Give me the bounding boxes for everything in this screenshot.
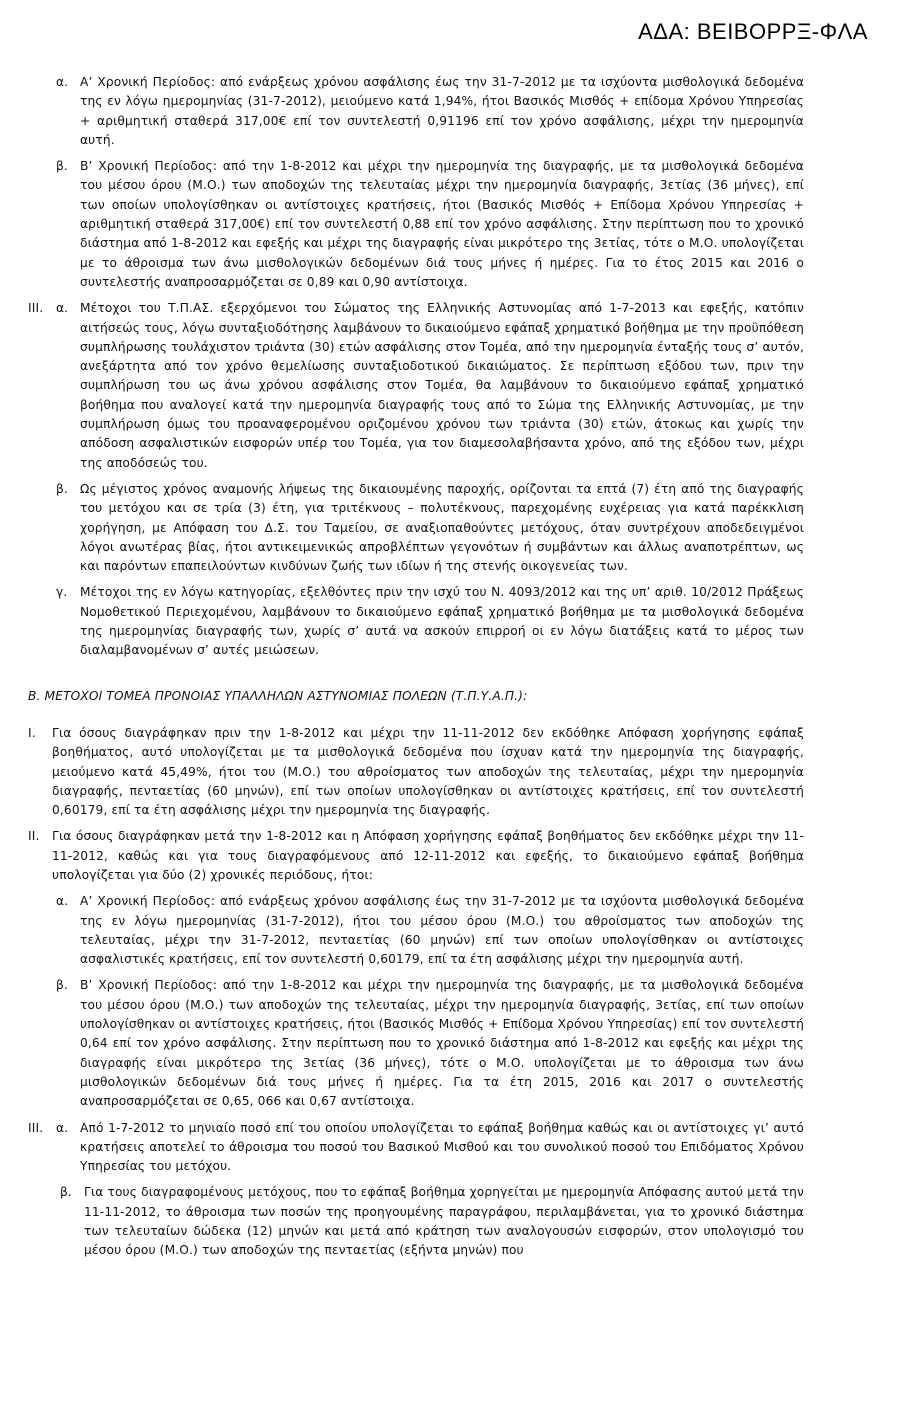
paragraph-text: Για όσους διαγράφηκαν μετά την 1-8-2012 και η Απόφαση χορήγησης εφάπαξ βοηθήματος δεν εκδόθηκε μέχρι την 11-11-2012, καθώς και για τους διαγραφόμενους από 12-11-2012 και εφεξής, το δικαιούμενο εφάπαξ βοήθημα υπολογίζεται για δύο (2) χρονικές περιόδους, ήτοι: [52, 829, 804, 882]
paragraph-i [28, 724, 804, 820]
document-body [28, 73, 804, 1268]
item-marker: β. [56, 481, 68, 496]
paragraph-ii [28, 827, 804, 885]
paragraph-text: Ως μέγιστος χρόνος αναμονής λήψεως της δικαιουμένης παροχής, ορίζονται τα επτά (7) έτη από της διαγραφής του μετόχου και σε τρία (3) έτη, για τριτέκνους – πολυτέκνους, παρεχομένης ευχέρειας για κατά παρέκκλιση χορήγηση, με Απόφαση του Δ.Σ. του Ταμείου, σε αναξιοπαθούντες μετόχους, όταν συντρέχουν αποδεδειγμένοι λόγοι ανωτέρας βίας, ήτοι αντικειμενικώς απροβλέπτων γεγονότων ή συμβάντων και άλλως αναποτρέπτων, ως και παρόντων επαπειλούντων κινδύνων ζωής των ιδίων ή της στενής οικογενείας των. [80, 481, 804, 574]
paragraph-text: Μέτοχοι της εν λόγω κατηγορίας, εξελθόντες πριν την ισχύ του Ν. 4093/2012 και της υπ’ αριθ. 10/2012 Πράξεως Νομοθετικού Περιεχομένου, λαμβάνουν το δικαιούμενο εφάπαξ χρηματικό βοήθημα με τα μισθολογικά δεδομένα της ημερομηνίας διαγραφής των, χωρίς σ’ αυτά να ασκούν επιρροή οι εν λόγω διατάξεις κατά το μέρος των διαλαμβανομένων σ’ αυτές μειώσεων. [80, 585, 804, 658]
paragraph-b-period-b [28, 157, 804, 292]
document-code: ΑΔΑ: ΒΕΙΒΟΡΡΞ-ΦΛΑ [638, 19, 868, 44]
item-marker: α. [56, 75, 69, 89]
paragraph-text: Α’ Χρονική Περίοδος: από ενάρξεως χρόνου ασφάλισης έως την 31-7-2012 με τα ισχύοντα μισθολογικά δεδομένα της εν λόγω ημερομηνίας (31-7-2012), ήτοι του μέσου όρου (Μ.Ο.) του αθροίσματος των αποδοχών της τελευταίας, μέχρι την 31-7-2012, πενταετίας (60 μηνών) επί των οποίων υπολογίσθηκαν οι αντίστοιχες ασφαλιστικές κρατήσεις, επί τον συντελεστή 0,60179, επί τα έτη ασφάλισης μέχρι την ημερομηνία αυτή. [80, 894, 804, 967]
paragraph-text: Για όσους διαγράφηκαν πριν την 1-8-2012 και μέχρι την 11-11-2012 δεν εκδόθηκε Απόφαση χορήγησης εφάπαξ βοηθήματος, αυτό υπολογίζεται με τα μισθολογικά δεδομένα που ίσχυαν κατά την ημερομηνία της διαγραφής, μειούμενο κατά 45,49%, ήτοι του (Μ.Ο.) του αθροίσματος των αποδοχών της τελευταίας, μέχρι την ημερομηνία διαγραφής, πενταετίας (60 μηνών), επί των οποίων υπολογίσθηκαν οι αντίστοιχες κρατήσεις, επί τον συντελεστή 0,60179, επί τα έτη ασφάλισης μέχρι την ημερομηνία της διαγραφής. [52, 725, 804, 818]
item-marker: α. [56, 301, 69, 316]
paragraph-iii-b-second [28, 1183, 804, 1260]
item-marker-roman: ΙΙ. [28, 829, 40, 844]
paragraph-text: Από 1-7-2012 το μηνιαίο ποσό επί του οποίου υπολογίζεται το εφάπαξ βοήθημα καθώς και οι αντίστοιχες γι’ αυτό κρατήσεις αποτελεί το άθροισμα του ποσού του Βασικού Μισθού και του συνολικού ποσού του Επιδόματος Χρόνου Υπηρεσίας του μετόχου. [80, 1120, 804, 1174]
section-heading: Β. ΜΕΤΟΧΟΙ ΤΟΜΕΑ ΠΡΟΝΟΙΑΣ ΥΠΑΛΛΗΛΩΝ ΑΣΤΥΝΟΜΙΑΣ ΠΟΛΕΩΝ (Τ.Π.Υ.Α.Π.): [28, 688, 528, 703]
paragraph-a-period-a [28, 73, 804, 150]
paragraph-text: Α’ Χρονική Περίοδος: από ενάρξεως χρόνου ασφάλισης έως την 31-7-2012 με τα ισχύοντα μισθολογικά δεδομένα της εν λόγω ημερομηνίας (31-7-2012), μειούμενο κατά 1,94%, ήτοι Βασικός Μισθός + επίδομα Χρόνου Υπηρεσίας + αριθμητική σταθερά 317,00€ επί τον συντελεστή 0,91196 επί τον χρόνο ασφάλισης, μέχρι την ημερομηνία αυτή. [80, 75, 804, 147]
item-marker: γ. [56, 585, 68, 600]
paragraph-ii-a [28, 892, 804, 969]
item-marker-roman: ΙΙΙ. [28, 301, 44, 316]
paragraph-text: Για τους διαγραφομένους μετόχους, που το εφάπαξ βοήθημα χορηγείται με ημερομηνία Απόφασης αυτού μετά την 11-11-2012, το άθροισμα των ποσών της προηγουμένης παραγράφου, περιλαμβάνεται, για το χρονικό διάστημα των τελευταίων δώδεκα (12) μηνών και μετά από κράτηση των αναλογουσών εισφορών, στον υπολογισμό του μέσου όρου (Μ.Ο.) των αποδοχών της πενταετίας (εξήντα μηνών) που [84, 1185, 804, 1258]
paragraph-text: Β’ Χρονική Περίοδος: από την 1-8-2012 και μέχρι την ημερομηνία της διαγραφής, με τα μισθολογικά δεδομένα του μέσου όρου (Μ.Ο.) των αποδοχών της τελευταίας μέχρι την ημερομηνία διαγραφής, 3ετίας (36 μήνες), επί των οποίων υπολογίσθηκαν οι αντίστοιχες κρατήσεις, ήτοι (Βασικός Μισθός + Επίδομα Χρόνου Υπηρεσίας + αριθμητική σταθερά 317,00€) επί τον συντελεστή 0,88 επί τον χρόνο ασφάλισης. Στην περίπτωση που το χρονικό διάστημα από 1-8-2012 και εφεξής και μέχρι της διαγραφής είναι μικρότερο της 3ετίας, τότε ο Μ.Ο. υπολογίζεται με το άθροισμα των άνω μισθολογικών δεδομένων διά τους μήνες ή ημέρες. Για το έτος 2015 και 2016 ο συντελεστής αναπροσαρμόζεται σε 0,89 και 0,90 αντίστοιχα. [80, 159, 804, 289]
paragraph-text: Β’ Χρονική Περίοδος: από την 1-8-2012 και μέχρι την ημερομηνία της διαγραφής, με τα μισθολογικά δεδομένα του μέσου όρου (Μ.Ο.) των αποδοχών της τελευταίας, μέχρι την ημερομηνία διαγραφής, 3ετίας, επί των οποίων υπολογίσθηκαν οι αντίστοιχες κρατήσεις, ήτοι (Βασικός Μισθός + Επίδομα Χρόνου Υπηρεσίας) επί τον συντελεστή 0,64 επί τον χρόνο ασφάλισης. Στην περίπτωση που το χρονικό διάστημα από 1-8-2012 και εφεξής και μέχρι της διαγραφής είναι μικρότερο της 3ετίας (36 μήνες), τότε ο Μ.Ο. υπολογίζεται με το άθροισμα των άνω μισθολογικών δεδομένων διά τους μήνες ή ημέρες. Για τα έτη 2015, 2016 και 2017 ο συντελεστής αναπροσαρμόζεται σε 0,65, 066 και 0,67 αντίστοιχα. [80, 978, 804, 1109]
paragraph-iii-a [28, 299, 804, 473]
paragraph-ii-b [28, 976, 804, 1111]
item-marker: β. [56, 159, 68, 174]
paragraph-iii-a-second [28, 1119, 804, 1177]
item-marker: α. [56, 894, 69, 909]
item-marker: α. [56, 1120, 69, 1135]
paragraph-iii-c [28, 583, 804, 660]
item-marker: β. [56, 978, 68, 993]
item-marker-roman: Ι. [28, 725, 36, 740]
paragraph-iii-b [28, 480, 804, 576]
item-marker: β. [60, 1185, 72, 1200]
item-marker-roman: ΙΙΙ. [28, 1120, 44, 1135]
paragraph-text: Μέτοχοι του Τ.Π.ΑΣ. εξερχόμενοι του Σώματος της Ελληνικής Αστυνομίας από 1-7-2013 και εφεξής, κατόπιν αιτήσεώς τους, λόγω συνταξιοδότησης λαμβάνουν το δικαιούμενο εφάπαξ χρηματικό βοήθημα με την προϋπόθεση συμπλήρωσης τουλάχιστον τριάντα (30) ετών ασφάλισης στον Τομέα, από την ημερομηνία ένταξής τους σ’ αυτόν, ανεξάρτητα από τον χρόνο θεμελίωσης συνταξιοδοτικού δικαιώματος. Σε περίπτωση εξόδου των, πριν την συμπλήρωση του ως άνω χρόνου ασφάλισης στον Τομέα, θα λαμβάνουν το δικαιούμενο εφάπαξ χρηματικό βοήθημα που αναλογεί κατά την ημερομηνία διαγραφής τους από το Σώμα της Ελληνικής Αστυνομίας, με την συμπλήρωση όμως του προαναφερομένου οριζομένου χρόνου των τριάντα (30) ετών, άτοκως και χωρίς την απόδοση ασφαλιστικών εισφορών υπέρ του Τομέα, για τον διαμεσολαβήσαντα χρόνο, από της εξόδου των, μέχρι της αποδόσεώς του. [80, 301, 804, 470]
